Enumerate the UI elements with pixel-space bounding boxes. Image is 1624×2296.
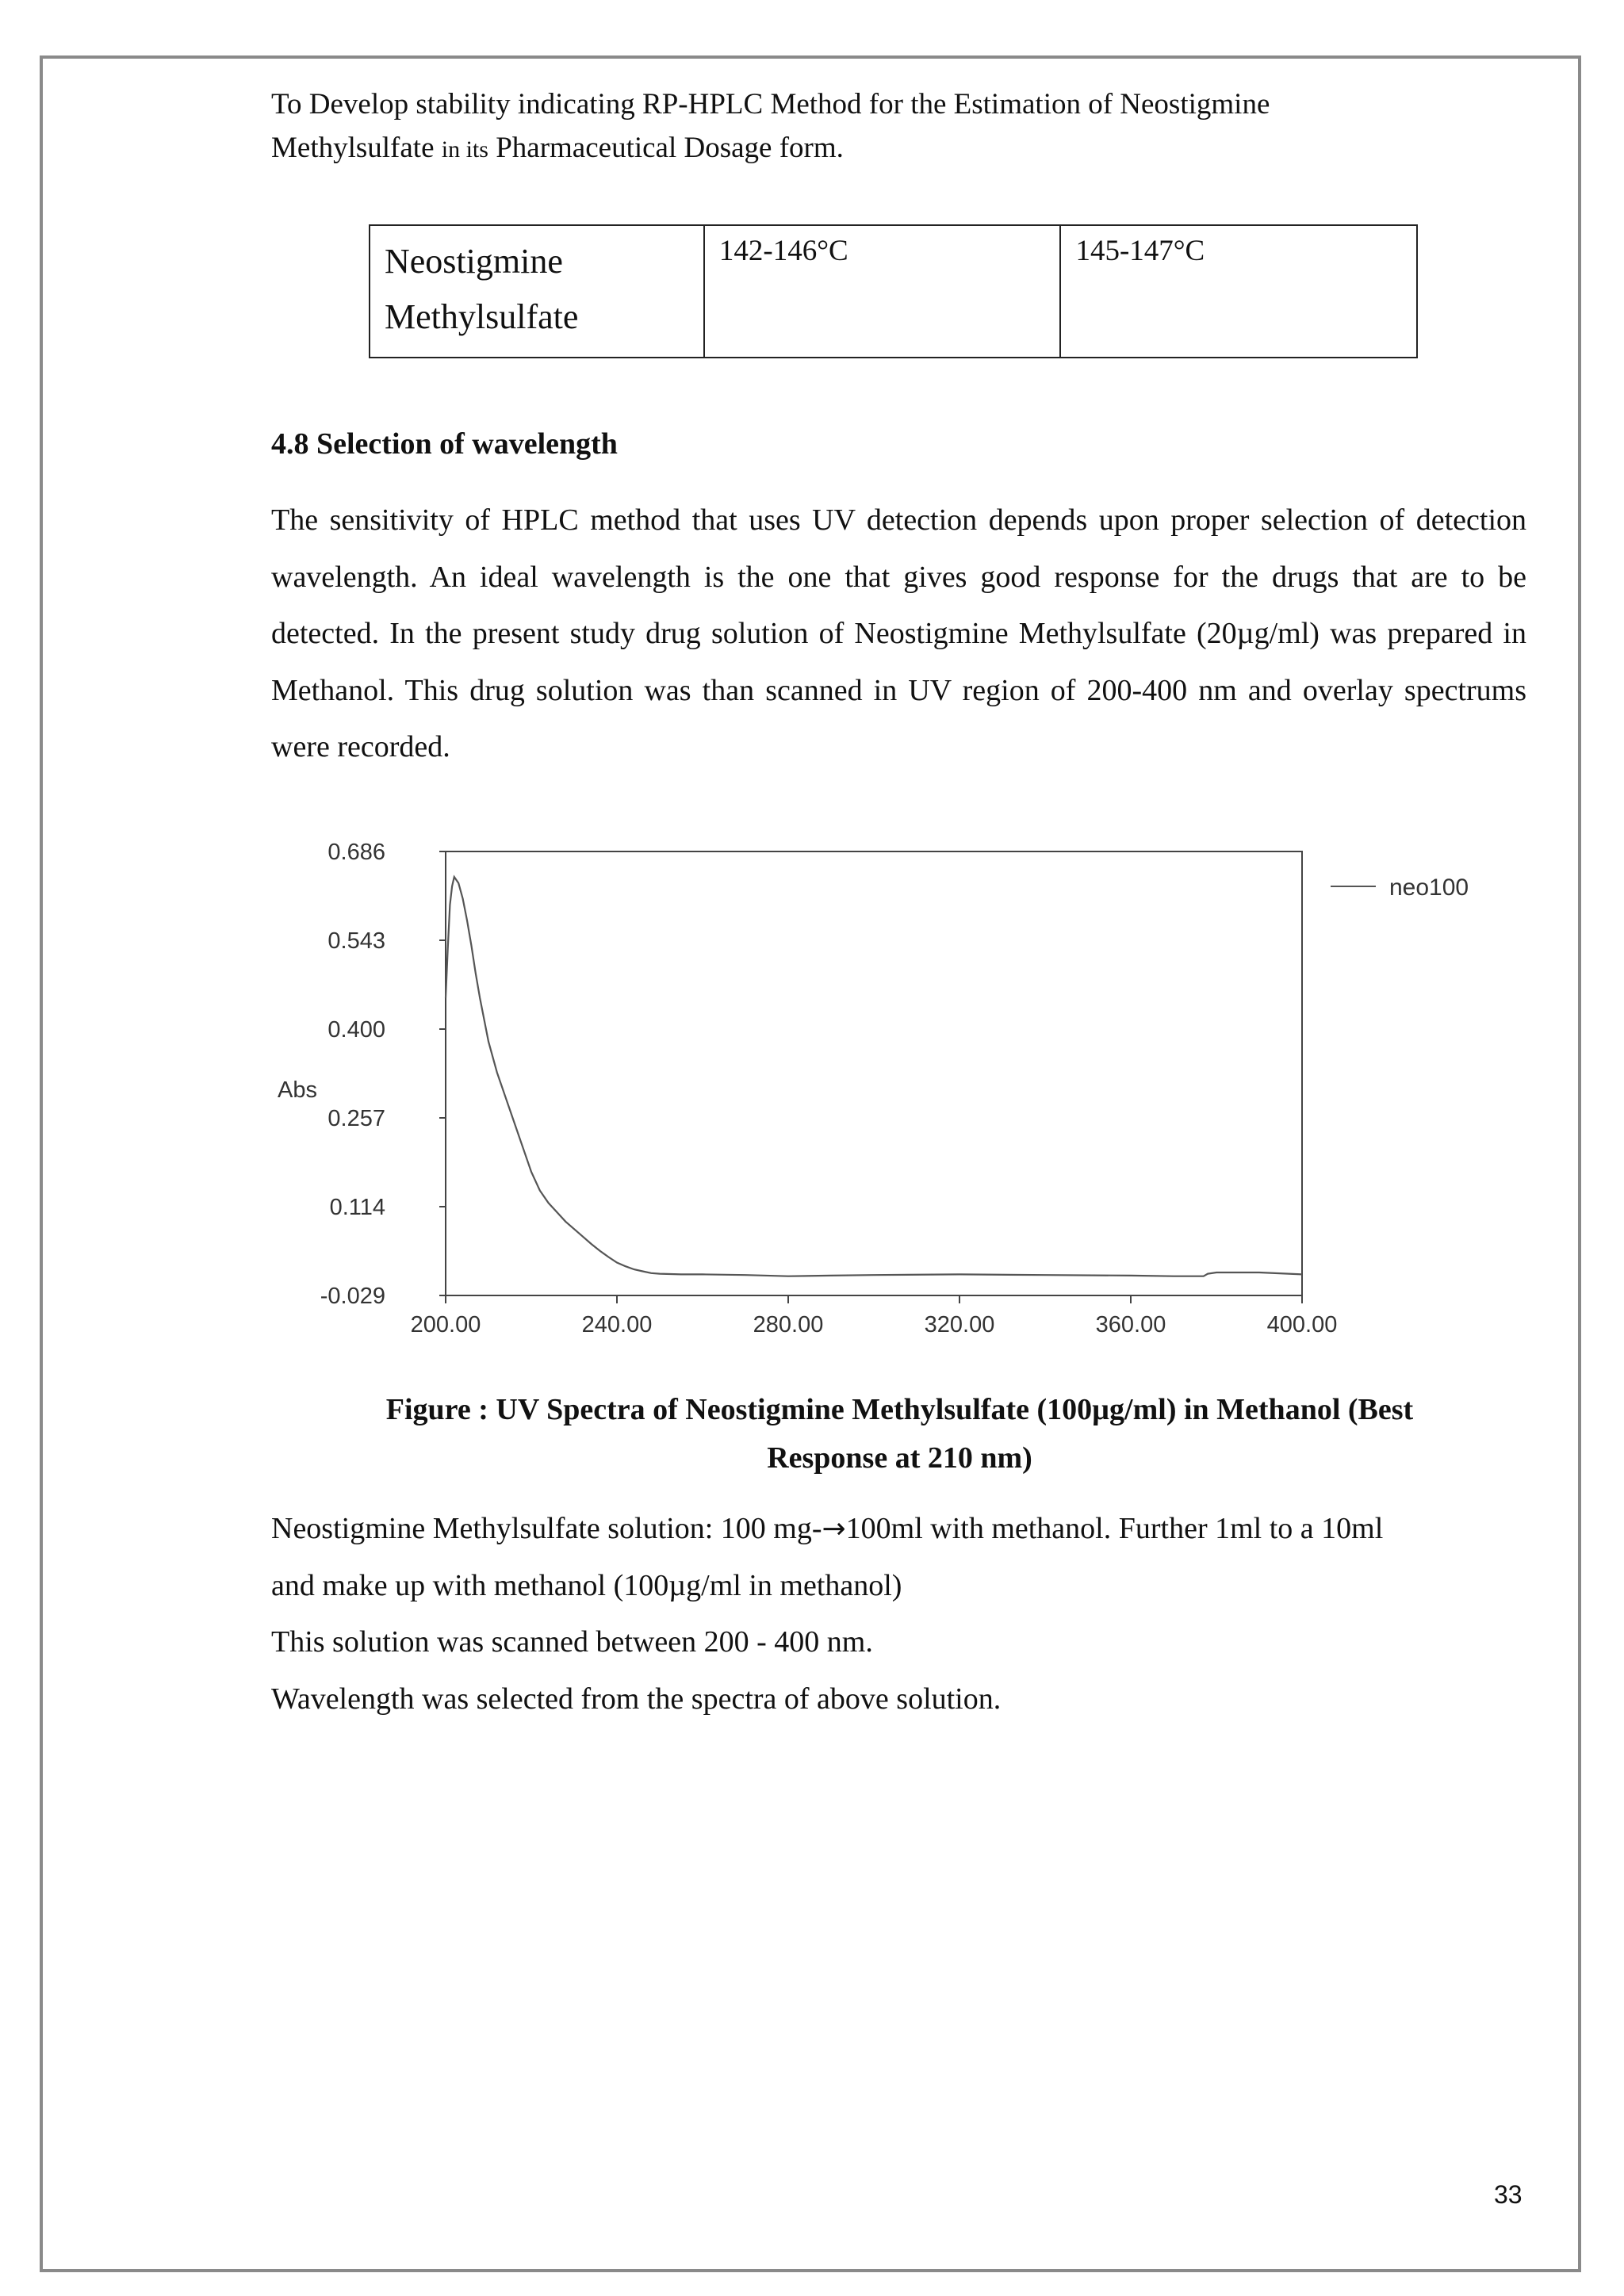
caption-line-2: Response at 210 nm) [767, 1441, 1032, 1475]
value-cell-2: 145-147°C [1060, 225, 1417, 358]
x-tick-label: 360.00 [1095, 1312, 1166, 1337]
header-line-2-a: Methylsulfate [271, 132, 435, 164]
notes-line-1-a: Neostigmine Methylsulfate solution: 100 mg- [271, 1512, 822, 1545]
notes-line-3: This solution was scanned between 200 - 400 nm. [271, 1625, 873, 1659]
y-tick-label: 0.400 [327, 1017, 385, 1043]
drug-name-line-1: Neostigmine [385, 242, 563, 281]
page-header [271, 82, 1540, 171]
series-line-neo100 [446, 877, 1302, 1276]
section-title: 4.8 Selection of wavelength [271, 427, 618, 461]
figure-caption [271, 1386, 1528, 1483]
x-tick-label: 200.00 [410, 1312, 481, 1337]
legend-label: neo100 [1389, 874, 1469, 901]
x-tick-label: 240.00 [581, 1312, 653, 1337]
notes-line-1 [271, 1501, 1540, 1558]
melting-point-table [369, 224, 1418, 358]
notes-line-2: and make up with methanol (100µg/ml in methanol) [271, 1568, 902, 1602]
y-tick-label: 0.257 [327, 1106, 385, 1131]
page-number: 33 [1494, 2180, 1522, 2209]
y-axis-ticks [320, 840, 446, 1309]
preparation-notes [271, 1501, 1540, 1728]
header-line-2 [271, 126, 1540, 171]
y-tick-label: 0.543 [327, 928, 385, 954]
x-axis-ticks [411, 1295, 1338, 1337]
notes-line-4: Wavelength was selected from the spectra of above solution. [271, 1682, 1002, 1716]
y-tick-label: 0.686 [327, 840, 385, 865]
header-line-2-b: in its [441, 136, 488, 163]
value-cell-1: 142-146°C [704, 225, 1061, 358]
uv-spectrum-chart [262, 825, 1499, 1372]
x-tick-label: 280.00 [753, 1312, 824, 1337]
x-tick-label: 400.00 [1266, 1312, 1338, 1337]
y-tick-label: -0.029 [320, 1284, 385, 1309]
drug-name-line-2: Methylsulfate [385, 297, 579, 336]
caption-line-1: Figure : UV Spectra of Neostigmine Methylsulfate (100µg/ml) in Methanol (Best [385, 1393, 1414, 1426]
table-row [370, 225, 1417, 358]
y-tick-label: 0.114 [329, 1195, 385, 1220]
notes-line-1-b: 100ml with methanol. Further 1ml to a 10ml [845, 1512, 1384, 1545]
y-axis-label: Abs [278, 1077, 317, 1103]
header-line-2-c: Pharmaceutical Dosage form. [496, 132, 844, 164]
section-paragraph: The sensitivity of HPLC method that uses UV detection depends upon proper selection of detection wavelength. An ideal wavelength is the one that gives good response for the drugs that are to be detected. In the present study drug solution of Neostigmine Methylsulfate (20µg/ml) was prepared in Methanol. This drug solution was than scanned in UV region of 200-400 nm and overlay spectrums were recorded. [271, 503, 1526, 763]
x-tick-label: 320.00 [924, 1312, 995, 1337]
arrow-right-icon: → [822, 1513, 846, 1545]
drug-name-cell [370, 225, 704, 358]
header-line-1: To Develop stability indicating RP-HPLC Method for the Estimation of Neostigmine [271, 88, 1270, 121]
